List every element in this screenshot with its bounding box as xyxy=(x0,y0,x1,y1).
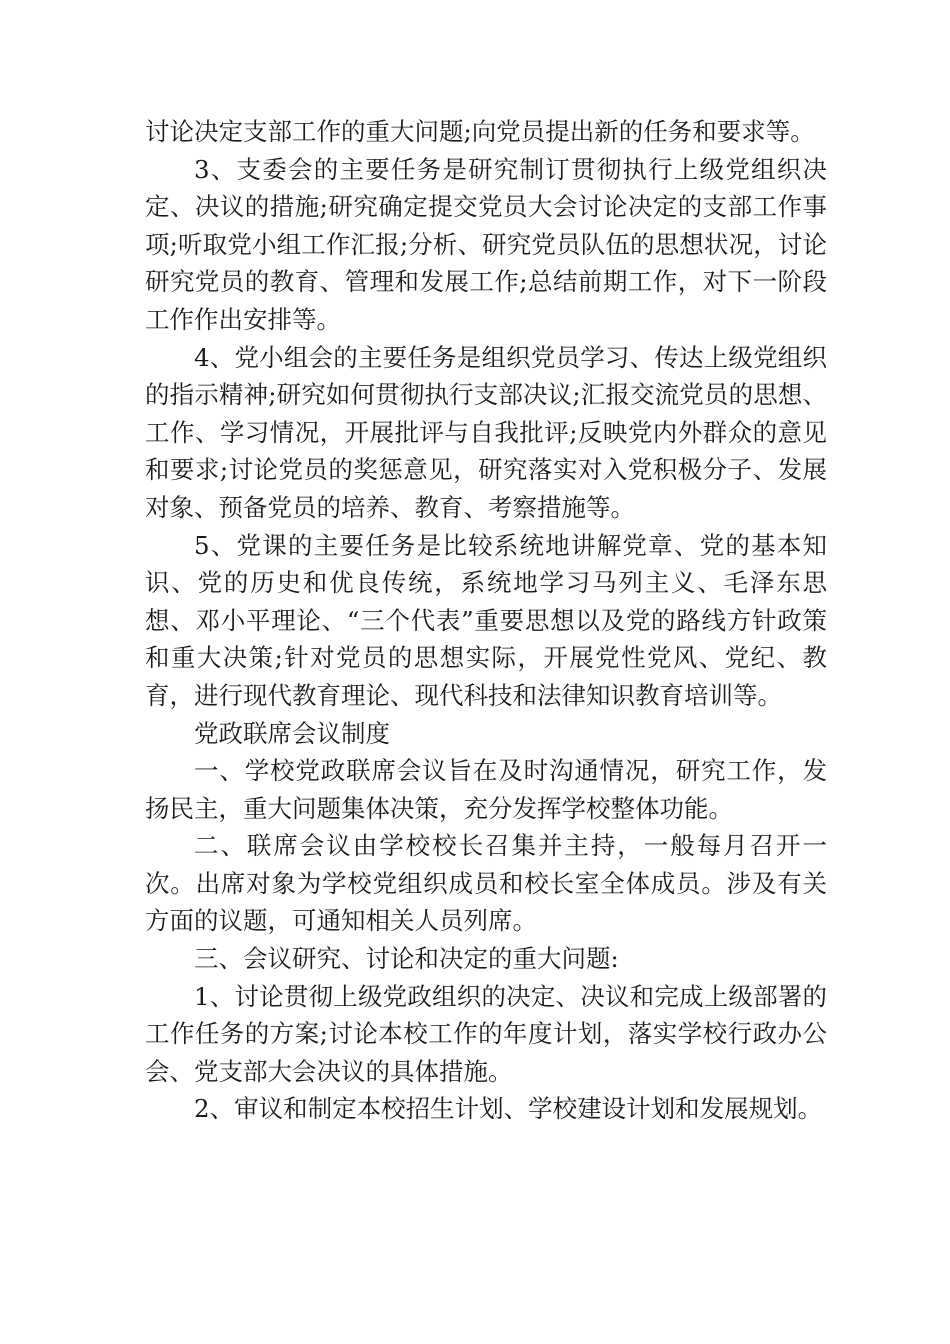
paragraph-4: 5、党课的主要任务是比较系统地讲解党章、党的基本知识、党的历史和优良传统，系统地学习马列主义、毛泽东思想、邓小平理论、“三个代表”重要思想以及党的路线方针政策和重大决策;针对党员的思想实际，开展党性党风、党纪、教育，进行现代教育理论、现代科技和法律知识教育培训等。 xyxy=(145,530,827,710)
document-page xyxy=(145,113,827,1128)
paragraph-7: 三、会议研究、讨论和决定的重大问题: xyxy=(194,944,619,974)
paragraph-2: 3、支委会的主要任务是研究制订贯彻执行上级党组织决定、决议的措施;研究确定提交党员大会讨论决定的支部工作事项;听取党小组工作汇报;分析、研究党员队伍的思想状况，讨论研究党员的教育、管理和发展工作;总结前期工作，对下一阶段工作作出安排等。 xyxy=(145,154,827,334)
paragraph-9: 2、审议和制定本校招生计划、学校建设计划和发展规划。 xyxy=(194,1094,823,1124)
paragraph-3: 4、党小组会的主要任务是组织党员学习、传达上级党组织的指示精神;研究如何贯彻执行支部决议;汇报交流党员的思想、工作、学习情况，开展批评与自我批评;反映党内外群众的意见和要求;讨论党员的奖惩意见，研究落实对入党积极分子、发展对象、预备党员的培养、教育、考察措施等。 xyxy=(145,342,827,522)
section-heading: 党政联席会议制度 xyxy=(194,718,390,748)
paragraph-8: 1、讨论贯彻上级党政组织的决定、决议和完成上级部署的工作任务的方案;讨论本校工作的年度计划，落实学校行政办公会、党支部大会决议的具体措施。 xyxy=(145,981,827,1086)
paragraph-5: 一、学校党政联席会议旨在及时沟通情况，研究工作，发扬民主，重大问题集体决策，充分发挥学校整体功能。 xyxy=(145,756,827,823)
paragraph-1: 讨论决定支部工作的重大问题;向党员提出新的任务和要求等。 xyxy=(145,117,815,146)
paragraph-6: 二、联席会议由学校校长召集并主持，一般每月召开一次。出席对象为学校党组织成员和校长室全体成员。涉及有关方面的议题，可通知相关人员列席。 xyxy=(145,831,827,936)
